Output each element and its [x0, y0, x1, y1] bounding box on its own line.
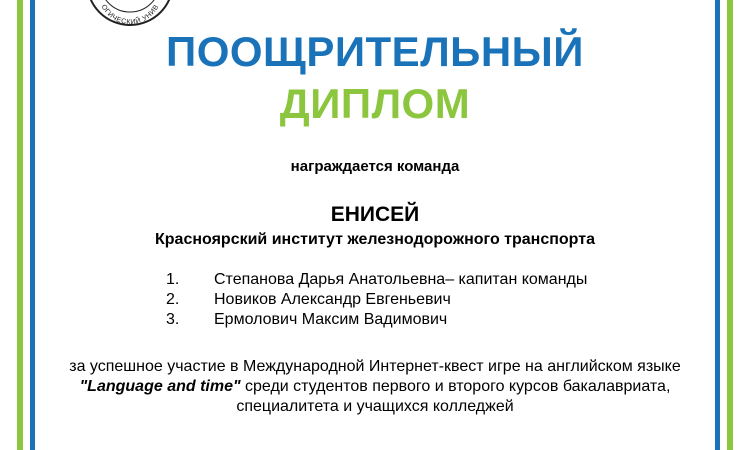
team-members-list	[166, 270, 587, 330]
member-item	[166, 310, 587, 330]
diploma-title-line2: ДИПЛОМ	[279, 80, 471, 127]
team-name: ЕНИСЕЙ	[330, 203, 420, 226]
university-seal-icon	[86, 0, 174, 26]
seal-text: ОГИЧЕСКИЙ УНИВ	[99, 3, 161, 24]
svg-text:ОГИЧЕСКИЙ УНИВ	[99, 4, 160, 24]
award-text: награждается команда	[290, 158, 460, 175]
member-item	[166, 270, 587, 290]
member-number: 3.	[166, 311, 180, 328]
institution-name: Красноярский институт железнодорожного транспорта	[155, 231, 595, 248]
diploma-title-line1: ПООЩРИТЕЛЬНЫЙ	[166, 28, 584, 75]
award-description	[60, 357, 690, 417]
member-name: Степанова Дарья Анатольевна– капитан команды	[214, 271, 588, 288]
member-item	[166, 290, 587, 310]
member-number: 1.	[166, 271, 180, 288]
member-name: Новиков Александр Евгеньевич	[214, 291, 451, 308]
description-part2: среди студентов первого и второго курсов бакалавриата, специалитета и учащихся колледжей	[236, 378, 671, 415]
member-name: Ермолович Максим Вадимович	[214, 311, 448, 328]
description-part1: за успешное участие в Международной Интернет-квест игре на английском языке	[69, 358, 681, 375]
member-number: 2.	[166, 291, 180, 308]
quest-name: "Language and time"	[79, 378, 241, 395]
